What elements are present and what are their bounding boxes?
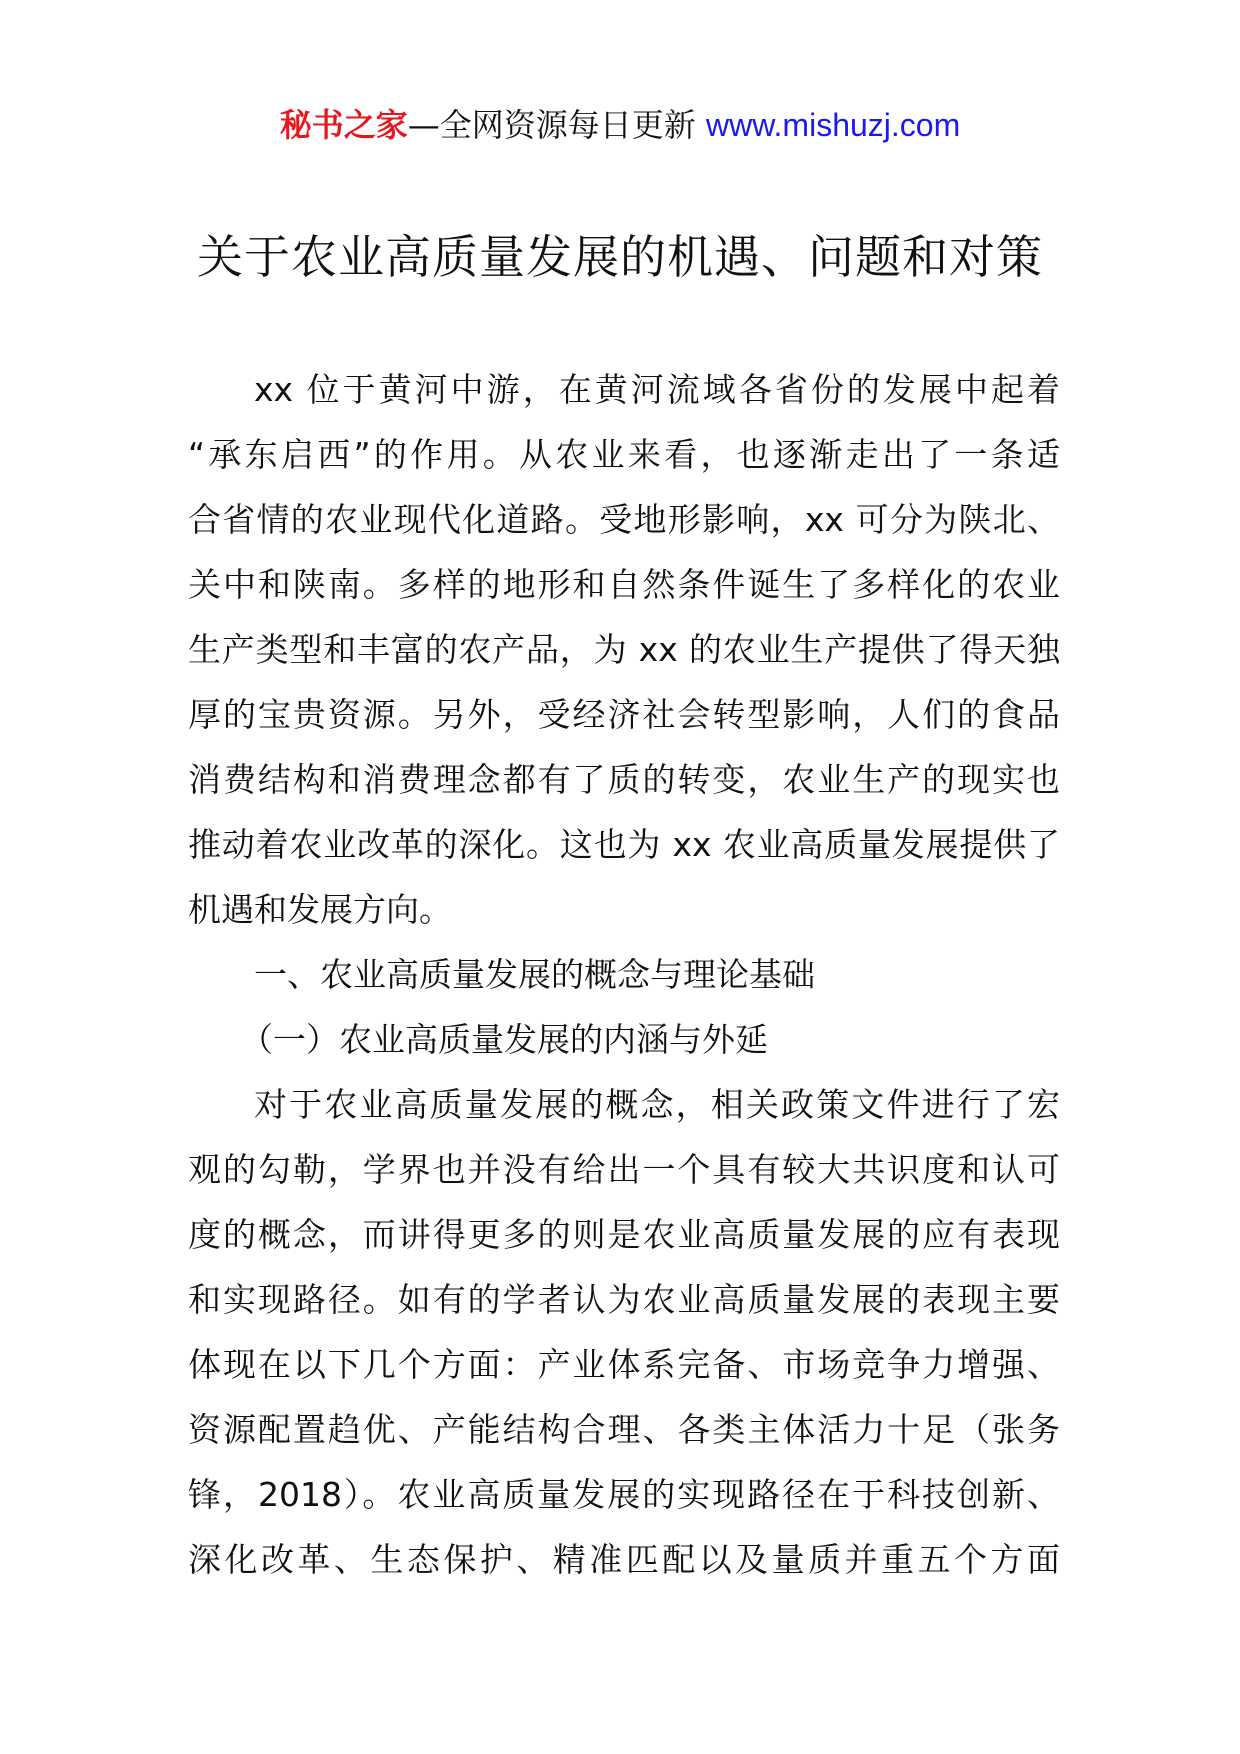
site-url-link[interactable]: www.mishuzj.com xyxy=(705,107,961,143)
paragraph-line: 度的概念，而讲得更多的则是农业高质量发展的应有表现 xyxy=(188,1215,1060,1254)
paragraph-line: 观的勾勒，学界也并没有给出一个具有较大共识度和认可 xyxy=(188,1150,1060,1189)
paragraph-line: 消费结构和消费理念都有了质的转变，农业生产的现实也 xyxy=(188,760,1060,799)
paragraph-line: 和实现路径。如有的学者认为农业高质量发展的表现主要 xyxy=(188,1280,1060,1319)
site-slogan: —全网资源每日更新 xyxy=(407,106,696,144)
paragraph-line: xx 位于黄河中游，在黄河流域各省份的发展中起着 xyxy=(254,370,1060,409)
paragraph-line: 资源配置趋优、产能结构合理、各类主体活力十足（张务 xyxy=(188,1410,1060,1449)
paragraph-line: 锋，2018）。农业高质量发展的实现路径在于科技创新、 xyxy=(188,1475,1060,1514)
paragraph-line: 关中和陕南。多样的地形和自然条件诞生了多样化的农业 xyxy=(188,565,1060,604)
site-header xyxy=(0,100,1240,150)
subsection-heading: （一）农业高质量发展的内涵与外延 xyxy=(240,1020,768,1059)
paragraph-line: 对于农业高质量发展的概念，相关政策文件进行了宏 xyxy=(254,1085,1060,1124)
paragraph-line: 合省情的农业现代化道路。受地形影响，xx 可分为陕北、 xyxy=(188,500,1060,539)
paragraph-line: 深化改革、生态保护、精准匹配以及量质并重五个方面 xyxy=(188,1540,1060,1579)
paragraph-line: 厚的宝贵资源。另外，受经济社会转型影响，人们的食品 xyxy=(188,695,1060,734)
brand-name: 秘书之家 xyxy=(279,106,408,144)
section-heading: 一、农业高质量发展的概念与理论基础 xyxy=(254,955,815,994)
document-title: 关于农业高质量发展的机遇、问题和对策 xyxy=(197,230,1043,284)
paragraph-line: 生产类型和丰富的农产品，为 xx 的农业生产提供了得天独 xyxy=(188,630,1060,669)
paragraph-line: 体现在以下几个方面：产业体系完备、市场竞争力增强、 xyxy=(188,1345,1060,1384)
paragraph-line: 推动着农业改革的深化。这也为 xx 农业高质量发展提供了 xyxy=(188,825,1060,864)
paragraph-line: “承东启西”的作用。从农业来看，也逐渐走出了一条适 xyxy=(188,435,1060,474)
document-body xyxy=(188,357,1060,1592)
paragraph-line: 机遇和发展方向。 xyxy=(188,890,452,929)
